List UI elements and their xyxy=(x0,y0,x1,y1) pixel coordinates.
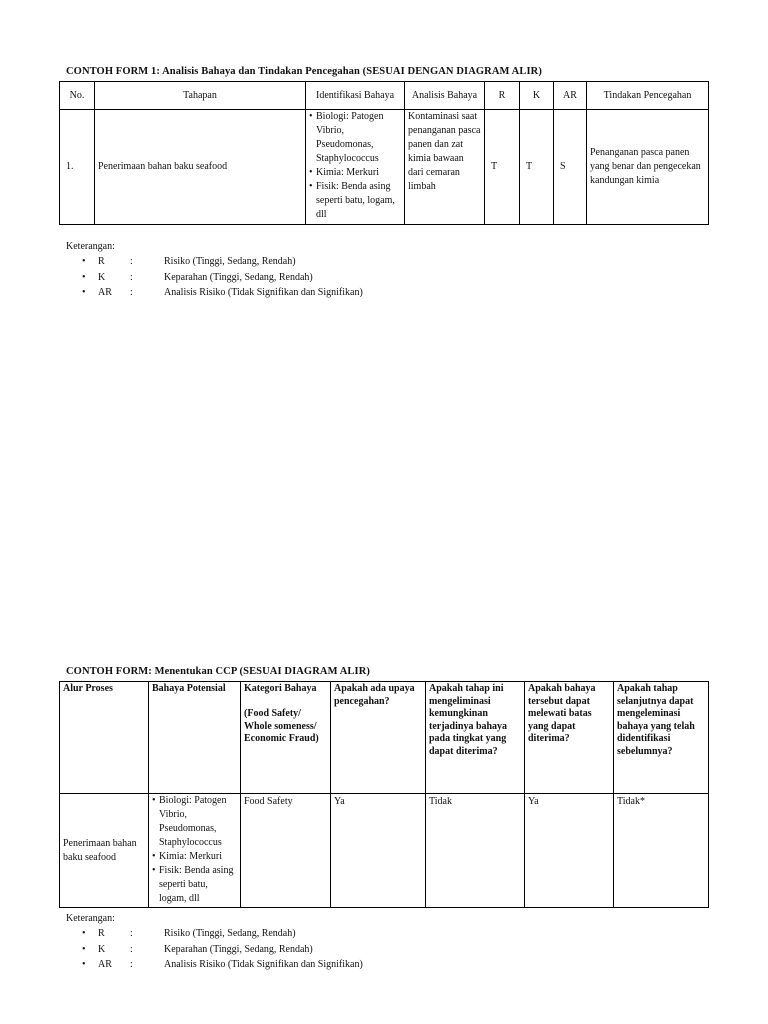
header-k: K xyxy=(520,82,554,110)
table-header-row xyxy=(60,682,709,794)
header-q1: Apakah ada upaya pencegahan? xyxy=(331,682,426,794)
list-item: • Fisik: Benda asing seperti batu, logam, dll xyxy=(152,864,237,906)
table-row xyxy=(60,110,709,225)
header-q4: Apakah tahap selanjutnya dapat mengeleminasi bahaya yang telah didentifikasi sebelumnya? xyxy=(614,682,709,794)
hazard-list xyxy=(152,794,237,906)
header-q2: Apakah tahap ini mengeliminasi kemungkinan terjadinya bahaya pada tingkat yang dapat diterima? xyxy=(426,682,525,794)
cell-bahaya xyxy=(149,794,241,908)
header-ar: AR xyxy=(554,82,587,110)
cell-q4: Tidak* xyxy=(614,794,709,908)
list-item: • Kimia: Merkuri xyxy=(309,166,401,180)
bullet-icon: • xyxy=(82,928,86,939)
list-item: • Biologi: Patogen Vibrio, Pseudomonas, Staphylococcus xyxy=(309,110,401,166)
cell-r: T xyxy=(485,110,520,225)
header-r: R xyxy=(485,82,520,110)
cell-q3: Ya xyxy=(525,794,614,908)
bullet-icon: • xyxy=(82,256,86,267)
header-kategori-label: Kategori Bahaya xyxy=(244,683,317,694)
hazard-list xyxy=(309,110,401,222)
header-tahapan: Tahapan xyxy=(95,82,306,110)
legend-code: K xyxy=(98,943,106,955)
header-q3: Apakah bahaya tersebut dapat melewati batas yang dapat diterima? xyxy=(525,682,614,794)
cell-no: 1. xyxy=(60,110,95,225)
cell-q2: Tidak xyxy=(426,794,525,908)
hazard-analysis-table xyxy=(59,81,709,225)
table-header-row xyxy=(60,82,709,110)
legend-code: R xyxy=(98,928,105,939)
cell-tindakan: Penanganan pasca panen yang benar dan pengecekan kandungan kimia xyxy=(587,110,709,225)
bullet-icon: • xyxy=(82,943,86,955)
legend-heading: Keterangan: xyxy=(66,241,115,252)
legend-code: K xyxy=(98,271,106,283)
cell-kategori: Food Safety xyxy=(241,794,331,908)
header-analisis: Analisis Bahaya xyxy=(405,82,485,110)
legend-desc: Risiko (Tinggi, Sedang, Rendah) xyxy=(164,256,296,267)
list-item: • Fisik: Benda asing seperti batu, logam, dll xyxy=(309,180,401,222)
legend-desc: Risiko (Tinggi, Sedang, Rendah) xyxy=(164,928,296,939)
list-item: • Kimia: Merkuri xyxy=(152,850,237,864)
header-alur: Alur Proses xyxy=(60,682,149,794)
cell-tahapan: Penerimaan bahan baku seafood xyxy=(95,110,306,225)
legend-desc: Analisis Risiko (Tidak Signifikan dan Signifikan) xyxy=(164,959,363,970)
header-bahaya: Bahaya Potensial xyxy=(149,682,241,794)
cell-q1: Ya xyxy=(331,794,426,908)
legend-code: AR xyxy=(98,959,112,970)
table-row xyxy=(60,794,709,908)
cell-analisis: Kontaminasi saat penanganan pasca panen dan zat kimia bawaan dari cemaran limbah xyxy=(405,110,485,225)
cell-k: T xyxy=(520,110,554,225)
header-tindakan: Tindakan Pencegahan xyxy=(587,82,709,110)
cell-ar: S xyxy=(554,110,587,225)
legend-code: R xyxy=(98,256,105,267)
bullet-icon: • xyxy=(82,959,86,970)
legend-heading: Keterangan: xyxy=(66,913,115,924)
legend-desc: Keparahan (Tinggi, Sedang, Rendah) xyxy=(164,271,313,283)
legend-desc: Analisis Risiko (Tidak Signifikan dan Signifikan) xyxy=(164,287,363,298)
form1-title: CONTOH FORM 1: Analisis Bahaya dan Tindakan Pencegahan (SESUAI DENGAN DIAGRAM ALIR) xyxy=(66,66,542,77)
cell-identifikasi xyxy=(306,110,405,225)
list-item: • Biologi: Patogen Vibrio, Pseudomonas, Staphylococcus xyxy=(152,794,237,850)
bullet-icon: • xyxy=(82,271,86,283)
header-kategori xyxy=(241,682,331,794)
form2-title: CONTOH FORM: Menentukan CCP (SESUAI DIAGRAM ALIR) xyxy=(66,666,370,677)
header-identifikasi: Identifikasi Bahaya xyxy=(306,82,405,110)
header-no: No. xyxy=(60,82,95,110)
cell-alur: Penerimaan bahan baku seafood xyxy=(60,794,149,908)
header-kategori-sub: (Food Safety/ Whole someness/ Economic Fraud) xyxy=(244,708,319,744)
legend-code: AR xyxy=(98,287,112,298)
ccp-table xyxy=(59,681,709,908)
legend-desc: Keparahan (Tinggi, Sedang, Rendah) xyxy=(164,943,313,955)
bullet-icon: • xyxy=(82,287,86,298)
